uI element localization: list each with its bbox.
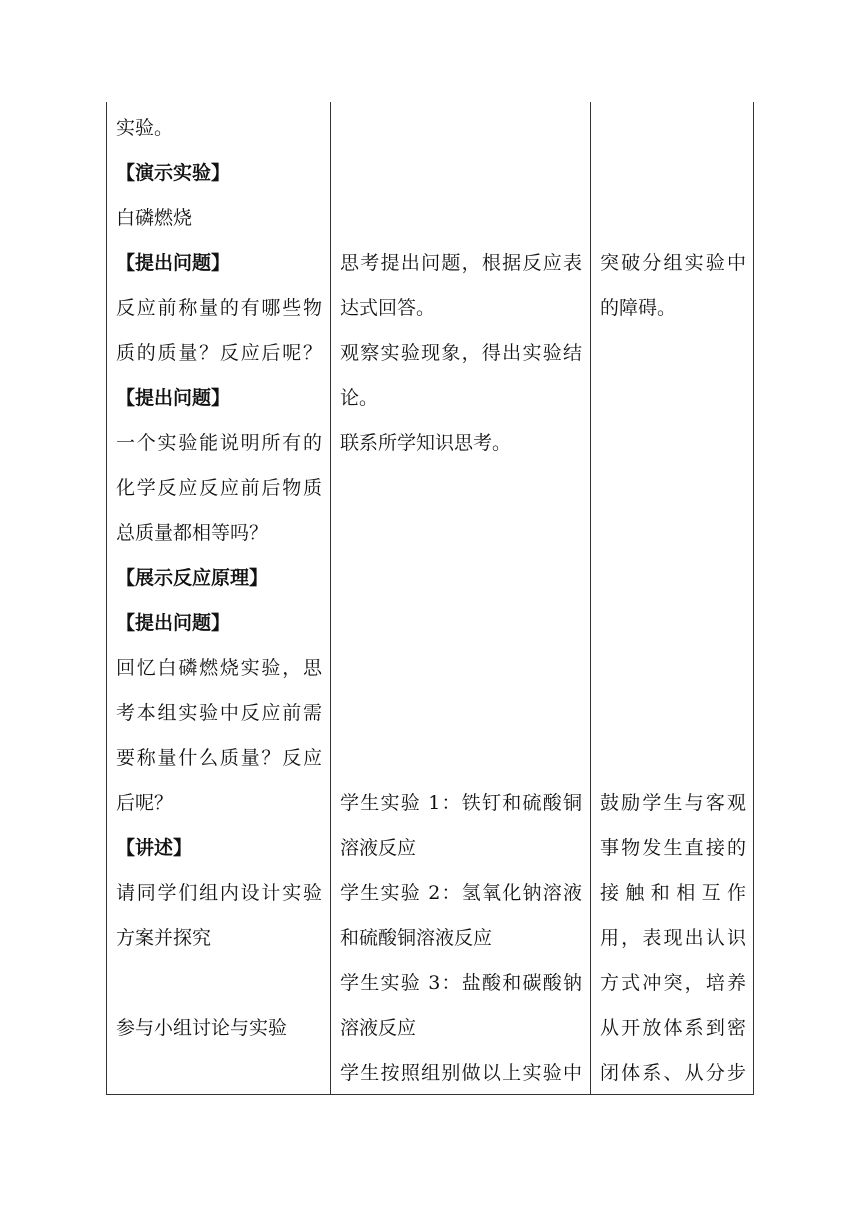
col2-line: 学生按照组别做以上实验中 (340, 1062, 582, 1084)
col1-line: 后呢？ (116, 792, 174, 814)
col3-line: 鼓励学生与客观 (600, 792, 746, 814)
col2-line: 学生实验 1：铁钉和硫酸铜 (340, 792, 582, 814)
col1-line: 一个实验能说明所有的 (116, 432, 322, 454)
col2-line: 溶液反应 (340, 1017, 417, 1039)
col1-line: 反应前称量的有哪些物 (116, 297, 322, 319)
col1-heading: 【演示实验】 (116, 162, 231, 184)
lesson-table (106, 102, 754, 1095)
col1-line: 请同学们组内设计实验 (116, 882, 322, 904)
col2-line: 达式回答。 (340, 297, 436, 319)
col3-line: 闭体系、从分步 (600, 1062, 746, 1084)
col2-line: 学生实验 3：盐酸和碳酸钠 (340, 972, 582, 994)
col1-heading: 【提出问题】 (116, 252, 231, 274)
col2-line: 和硫酸铜溶液反应 (340, 927, 493, 949)
col3-line: 方式冲突，培养 (600, 972, 746, 994)
col1-line: 方案并探究 (116, 927, 212, 949)
col1-line: 要称量什么质量？反应 (116, 747, 322, 769)
col3-line: 从开放体系到密 (600, 1017, 746, 1039)
col1-heading: 【提出问题】 (116, 387, 231, 409)
col1-line: 化学反应反应前后物质 (116, 477, 322, 499)
col1-heading: 【讲述】 (116, 837, 193, 859)
col2-line: 思考提出问题，根据反应表 (340, 252, 582, 274)
col1-line: 白磷燃烧 (116, 207, 193, 229)
col3-line: 接触和相互作 (600, 882, 746, 904)
col3-line: 的障碍。 (600, 297, 677, 319)
col1-line: 参与小组讨论与实验 (116, 1017, 288, 1039)
col1-heading: 【展示反应原理】 (116, 567, 269, 589)
column-divider-2 (590, 102, 591, 1095)
col2-line: 论。 (340, 387, 379, 409)
col2-line: 溶液反应 (340, 837, 417, 859)
col2-line: 联系所学知识思考。 (340, 432, 512, 454)
col1-line: 考本组实验中反应前需 (116, 702, 322, 724)
col1-line: 总质量都相等吗？ (116, 522, 269, 544)
table-border-bottom (106, 1094, 754, 1095)
col2-line: 学生实验 2：氢氧化钠溶液 (340, 882, 582, 904)
col2-line: 观察实验现象，得出实验结 (340, 342, 582, 364)
col1-line: 质的质量？反应后呢？ (116, 342, 322, 364)
col3-line: 用，表现出认识 (600, 927, 746, 949)
table-border-left (106, 102, 107, 1095)
col1-heading: 【提出问题】 (116, 612, 231, 634)
table-border-right (753, 102, 754, 1095)
col1-line: 实验。 (116, 117, 174, 139)
col3-line: 事物发生直接的 (600, 837, 746, 859)
column-divider-1 (330, 102, 331, 1095)
col1-line: 回忆白磷燃烧实验，思 (116, 657, 322, 679)
col3-line: 突破分组实验中 (600, 252, 746, 274)
